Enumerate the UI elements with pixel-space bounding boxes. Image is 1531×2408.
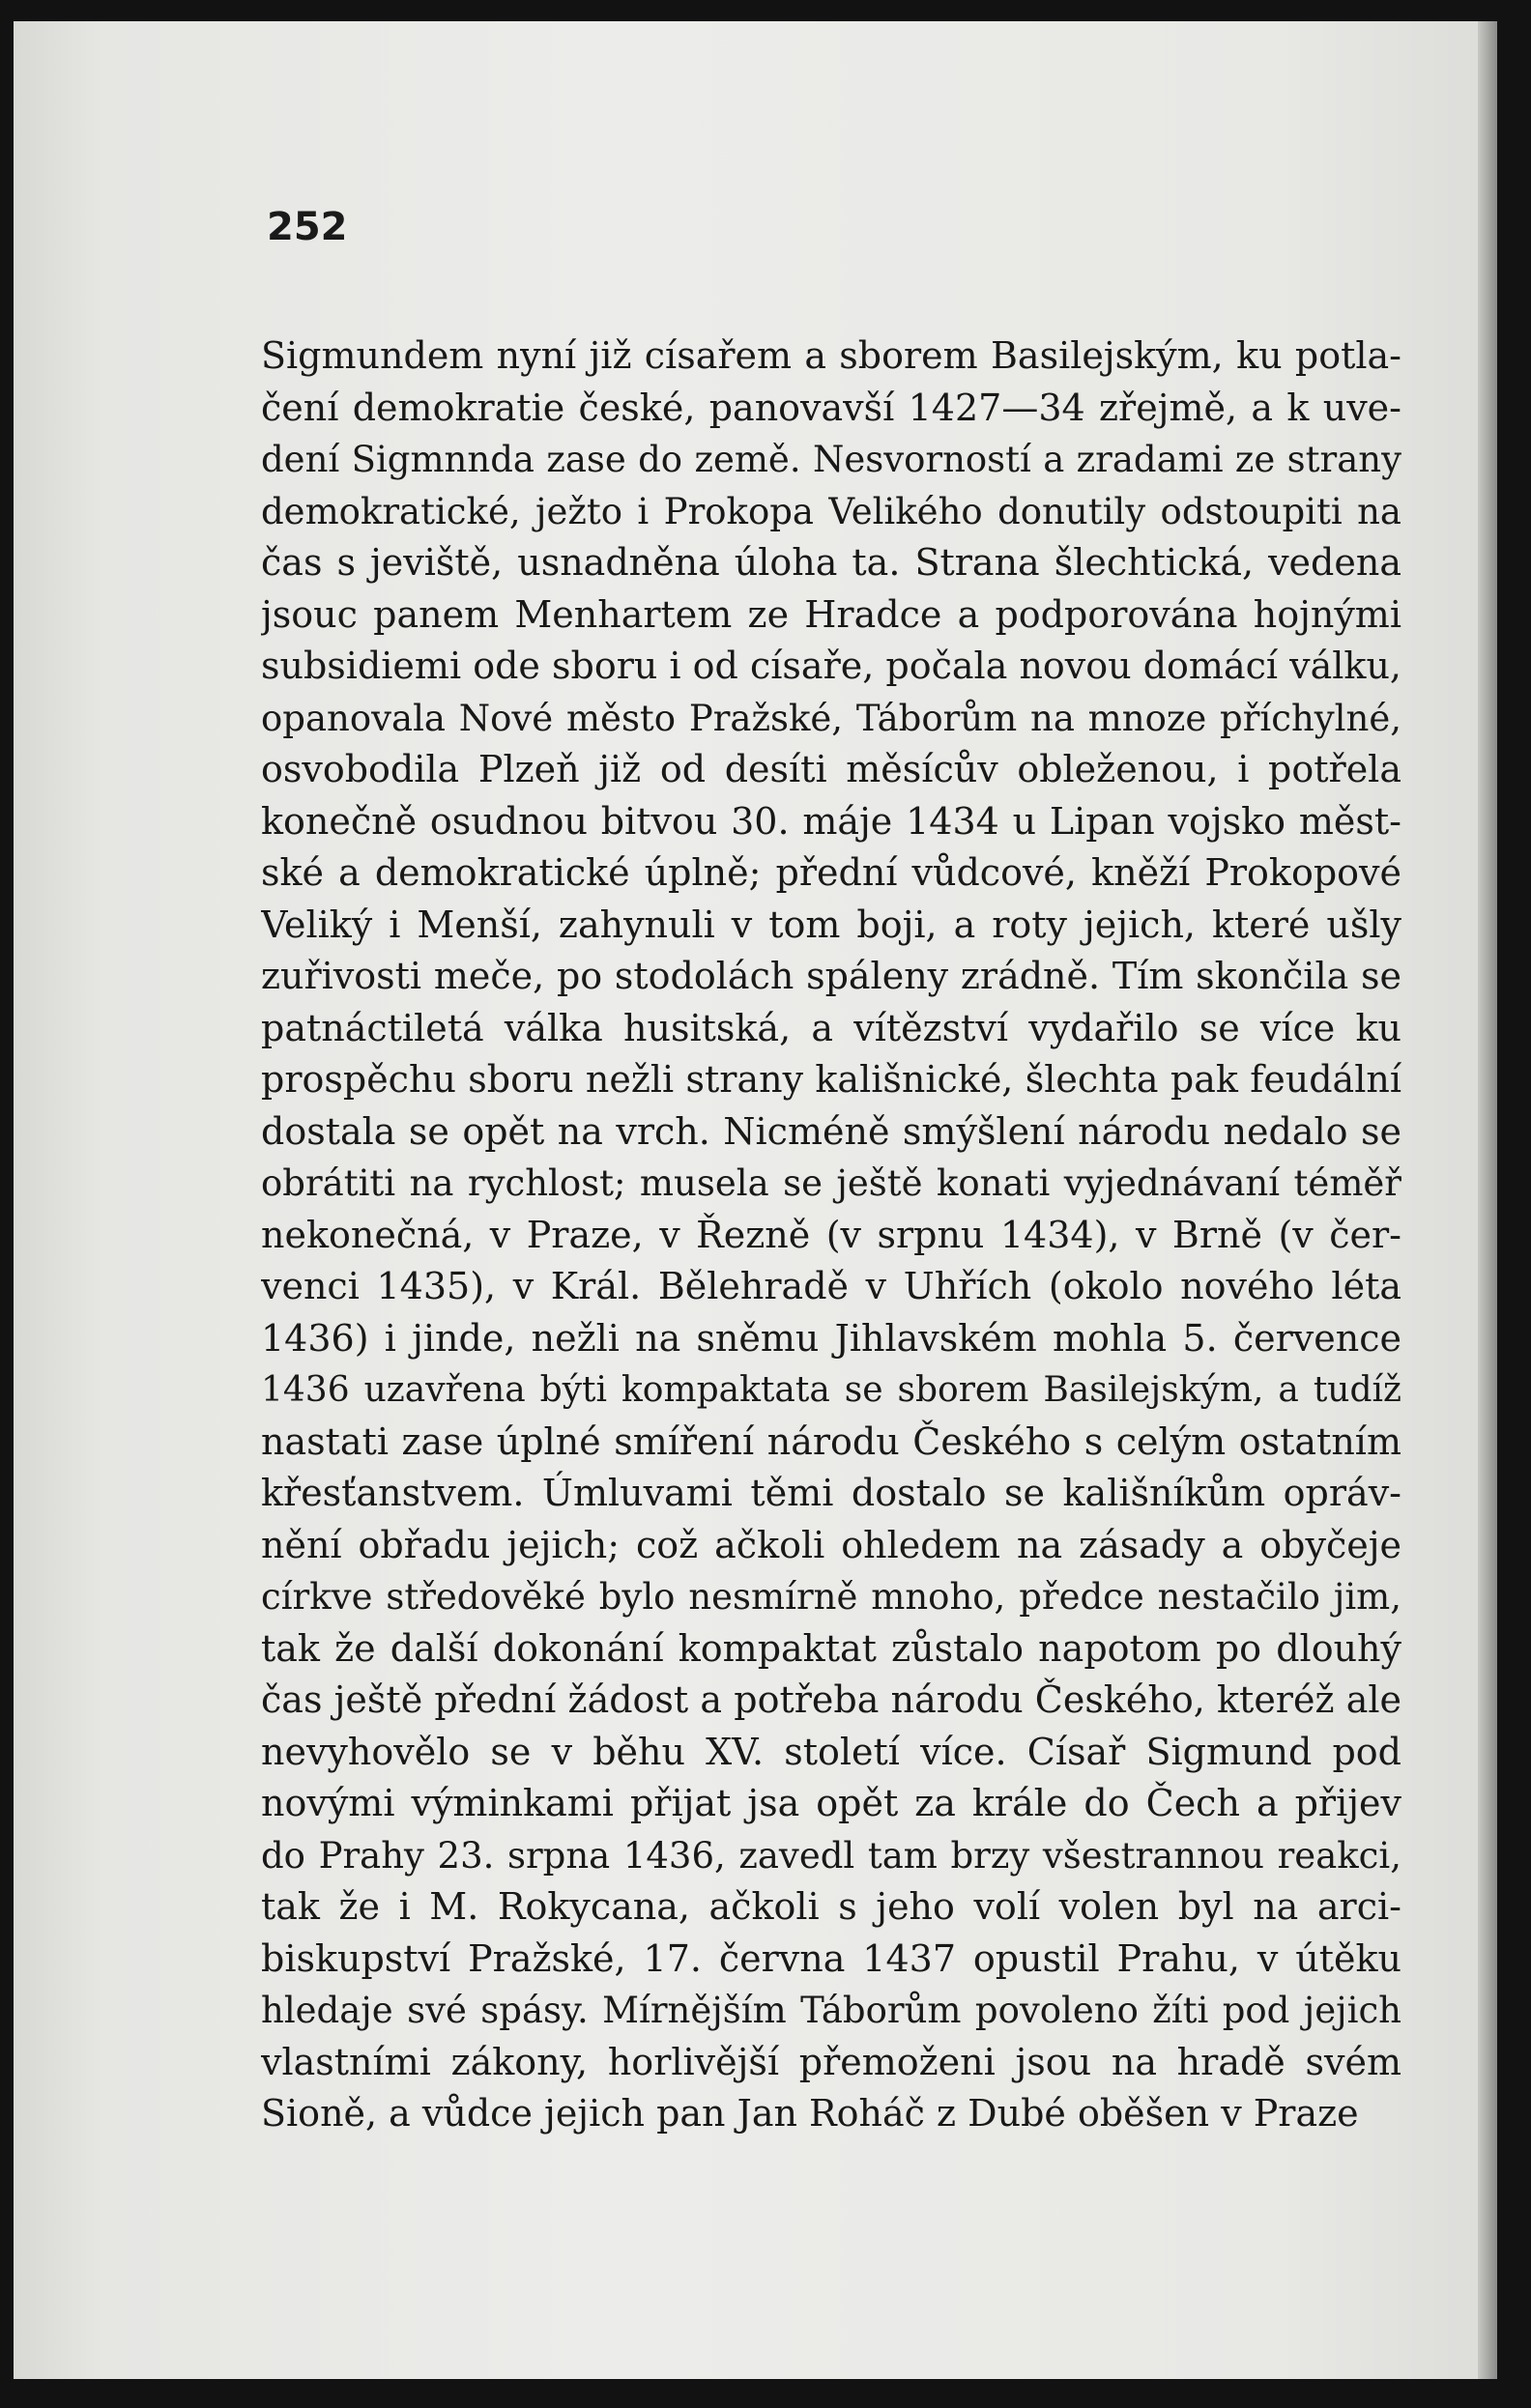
text-line: nění obřadu jejich; což ačkoli ohledem na zásady a obyčeje [261, 1523, 1401, 1566]
page-binding-edge [1478, 21, 1497, 2379]
text-line: venci 1435), v Král. Bělehradě v Uhřích (okolo nového léta [261, 1265, 1401, 1307]
text-line: čas ještě přední žádost a potřeba národu Českého, kteréž ale [261, 1678, 1401, 1721]
text-line: do Prahy 23. srpna 1436, zavedl tam brzy všestrannou reakci, [261, 1834, 1401, 1877]
text-line: patnáctiletá válka husitská, a vítězství vydařilo se více ku [261, 1006, 1401, 1049]
text-line: hledaje své spásy. Mírnějším Táborům povoleno žíti pod jejich [261, 1990, 1401, 2031]
text-line: prospěchu sboru nežli strany kališnické, šlechta pak feudální [261, 1058, 1401, 1101]
text-line: dostala se opět na vrch. Nicméně smýšlení národu nedalo se [261, 1109, 1401, 1153]
text-line: obrátiti na rychlost; musela se ještě konati vyjednávaní téměř [261, 1162, 1401, 1204]
text-line: čení demokratie české, panovavší 1427—34 zřejmě, a k uve- [261, 386, 1401, 429]
text-line: Veliký i Menší, zahynuli v tom boji, a roty jejich, které ušly [261, 903, 1401, 946]
text-line: subsidiemi ode sboru i od císaře, počala novou domácí válku, [261, 645, 1401, 687]
text-line: čas s jeviště, usnadněna úloha ta. Strana šlechtická, vedena [261, 541, 1401, 584]
text-line: novými výminkami přijat jsa opět za krále do Čech a přijev [261, 1782, 1401, 1824]
text-line: křesťanstvem. Úmluvami těmi dostalo se kališníkům opráv- [261, 1472, 1401, 1514]
text-line: opanovala Nové město Pražské, Táborům na mnoze příchylné, [261, 697, 1401, 739]
book-page [14, 21, 1497, 2379]
text-line: biskupství Pražské, 17. června 1437 opustil Prahu, v útěku [261, 1936, 1401, 1980]
text-line: nevyhovělo se v běhu XV. století více. Císař Sigmund pod [261, 1730, 1401, 1773]
text-line: osvobodila Plzeň již od desíti měsícův obleženou, i potřela [261, 748, 1401, 790]
text-line: tak že i M. Rokycana, ačkoli s jeho volí volen byl na arci- [261, 1885, 1401, 1928]
text-line: tak že další dokonání kompaktat zůstalo napotom po dlouhý [261, 1626, 1401, 1670]
text-line: ské a demokratické úplně; přední vůdcové, kněží Prokopové [261, 851, 1401, 894]
text-line: konečně osudnou bitvou 30. máje 1434 u Lipan vojsko měst- [261, 799, 1401, 843]
text-line: zuřivosti meče, po stodolách spáleny zrádně. Tím skončila se [261, 955, 1401, 997]
text-line: demokratické, ježto i Prokopa Velikého donutily odstoupiti na [261, 490, 1401, 532]
text-line: Sioně, a vůdce jejich pan Jan Roháč z Dubé oběšen v Praze [261, 2092, 1359, 2135]
page-number: 252 [267, 205, 348, 249]
text-line: jsouc panem Menhartem ze Hradce a podporována hojnými [261, 592, 1401, 636]
text-line: dení Sigmnnda zase do země. Nesvorností a zradami ze strany [261, 439, 1401, 480]
body-text [261, 330, 1401, 2140]
text-line: Sigmundem nyní již císařem a sborem Basilejským, ku potla- [261, 334, 1401, 377]
text-line: nastati zase úplné smíření národu Českého s celým ostatním [261, 1419, 1401, 1463]
text-line: vlastními zákony, horlivější přemoženi jsou na hradě svém [261, 2040, 1401, 2083]
text-line: 1436 uzavřena býti kompaktata se sborem Basilejským, a tudíž [261, 1370, 1401, 1410]
text-line: 1436) i jinde, nežli na sněmu Jihlavském mohla 5. července [261, 1316, 1401, 1360]
text-line: nekonečná, v Praze, v Řezně (v srpnu 1434), v Brně (v čer- [261, 1213, 1401, 1256]
text-line: církve středověké bylo nesmírně mnoho, předce nestačilo jim, [261, 1576, 1401, 1618]
